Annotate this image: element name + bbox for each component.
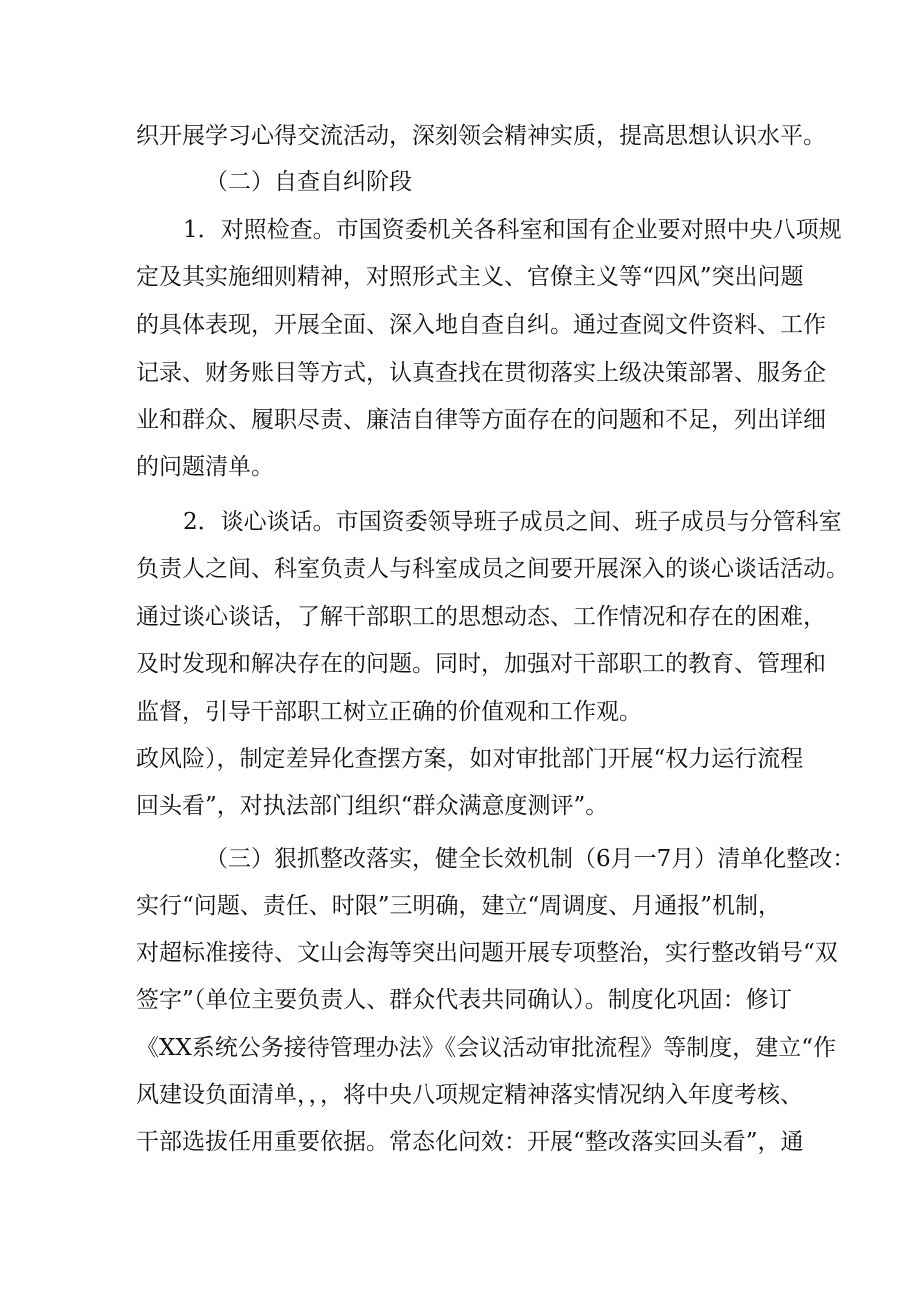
paragraph-line: 干部选拔任用重要依据。常态化问效：开展“整改落实回头看”，通 bbox=[136, 1129, 804, 1155]
paragraph-line: 监督，引导干部职工树立正确的价值观和工作观。 bbox=[136, 699, 642, 725]
paragraph-line: 记录、财务账目等方式，认真查找在贯彻落实上级决策部署、服务企 bbox=[136, 360, 826, 386]
paragraph-line: 对超标准接待、文山会海等突出问题开展专项整治，实行整改销号“双 bbox=[136, 940, 838, 966]
paragraph-line: 《XX系统公务接待管理办法》《会议活动审批流程》等制度，建立“作 bbox=[136, 1035, 837, 1061]
paragraph-line: 政风险），制定差异化查摆方案，如对审批部门开展“权力运行流程 bbox=[136, 746, 804, 772]
section-heading: （三）狠抓整改落实，健全长效机制（6月一7月）清单化整改： bbox=[205, 846, 856, 872]
paragraph-line: 签字”（单位主要负责人、群众代表共同确认）。制度化巩固：修订 bbox=[136, 987, 792, 1013]
paragraph-line: 1．对照检查。市国资委机关各科室和国有企业要对照中央八项规 bbox=[183, 217, 842, 243]
paragraph-line: 的具体表现，开展全面、深入地自查自纠。通过查阅文件资料、工作 bbox=[136, 312, 826, 338]
paragraph-line: 回头看”，对执法部门组织“群众满意度测评”。 bbox=[136, 793, 609, 819]
section-heading: （二）自查自纠阶段 bbox=[205, 169, 412, 195]
paragraph-line: 通过谈心谈话，了解干部职工的思想动态、工作情况和存在的困难， bbox=[136, 604, 826, 630]
paragraph-line: 的问题清单。 bbox=[136, 454, 274, 480]
paragraph-line: 负责人之间、科室负责人与科室成员之间要开展深入的谈心谈话活动。 bbox=[136, 556, 849, 582]
paragraph-line: 织开展学习心得交流活动，深刻领会精神实质，提高思想认识水平。 bbox=[136, 123, 826, 149]
paragraph-line: 风建设负面清单，，，将中央八项规定精神落实情况纳入年度考核、 bbox=[136, 1082, 803, 1108]
paragraph-line: 定及其实施细则精神，对照形式主义、官僚主义等“四风”突出问题 bbox=[136, 264, 804, 290]
paragraph-line: 业和群众、履职尽责、廉洁自律等方面存在的问题和不足，列出详细 bbox=[136, 407, 826, 433]
paragraph-line: 实行“问题、责任、时限”三明确，建立“周调度、月通报”机制， bbox=[136, 893, 782, 919]
paragraph-line: 及时发现和解决存在的问题。同时，加强对干部职工的教育、管理和 bbox=[136, 651, 826, 677]
paragraph-line: 2．谈心谈话。市国资委领导班子成员之间、班子成员与分管科室 bbox=[183, 509, 842, 535]
